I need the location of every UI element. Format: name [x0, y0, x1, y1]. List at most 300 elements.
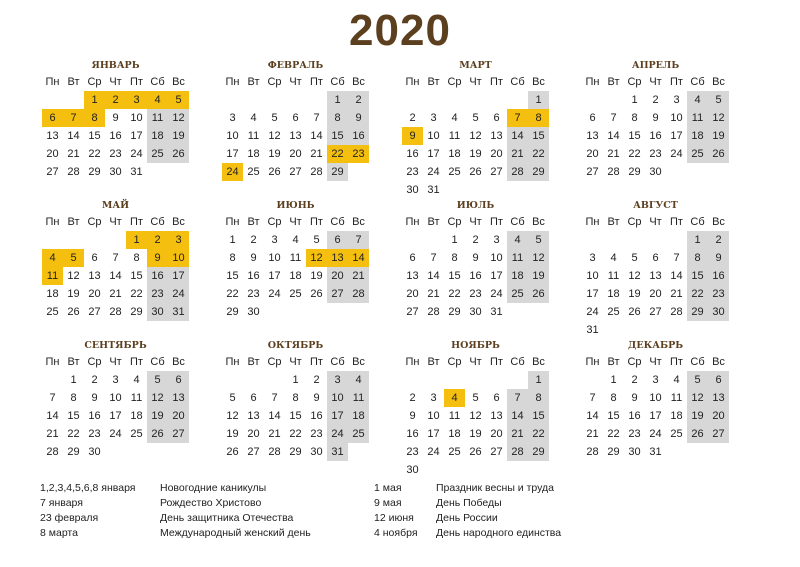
weekday-label: Пт [130, 356, 143, 368]
day-cell: 23 [406, 446, 419, 458]
day-cell: 4 [507, 231, 528, 249]
day-cell: 20 [88, 288, 101, 300]
day-cell: 18 [46, 288, 59, 300]
day-cell: 26 [687, 425, 708, 443]
weekday-label: Вс [352, 76, 365, 88]
weekday-label: Ср [267, 216, 282, 228]
day-cell: 14 [427, 270, 440, 282]
day-cell: 11 [247, 130, 260, 142]
day-cell: 19 [268, 148, 281, 160]
day-cell: 21 [507, 145, 528, 163]
day-cell: 30 [406, 184, 419, 196]
day-cell: 2 [409, 112, 416, 124]
day-cell: 7 [112, 252, 119, 264]
day-cell: 22 [628, 148, 641, 160]
note-name: Праздник весны и труда [436, 482, 554, 494]
weekday-label: Вс [712, 76, 725, 88]
day-cell: 14 [507, 127, 528, 145]
weekday-label: Вт [607, 216, 620, 228]
day-cell: 16 [147, 267, 168, 285]
day-cell: 9 [348, 109, 369, 127]
weekday-label: Вт [67, 76, 80, 88]
day-cell: 3 [327, 371, 348, 389]
weekday-label: Пн [405, 216, 420, 228]
day-cell: 18 [448, 428, 461, 440]
day-cell: 9 [472, 252, 479, 264]
weekday-label: Сб [690, 76, 705, 88]
day-cell: 7 [348, 231, 369, 249]
day-cell: 10 [268, 252, 281, 264]
weekday-label: Пт [310, 356, 323, 368]
day-cell: 24 [670, 148, 683, 160]
day-cell: 25 [130, 428, 143, 440]
day-cell: 31 [586, 324, 599, 336]
weekday-label: Вс [532, 216, 545, 228]
day-cell: 30 [469, 306, 482, 318]
day-cell: 29 [88, 166, 101, 178]
day-cell: 18 [247, 148, 260, 160]
day-cell: 24 [649, 428, 662, 440]
month-name: ФЕВРАЛЬ [267, 60, 324, 71]
note-name: Рождество Христово [160, 497, 262, 509]
note-name: День защитника Отечества [160, 512, 294, 524]
day-cell: 29 [67, 446, 80, 458]
day-cell: 18 [448, 148, 461, 160]
day-cell: 20 [247, 428, 260, 440]
weekday-label: Вт [247, 76, 260, 88]
day-cell: 22 [88, 148, 101, 160]
day-cell: 21 [607, 148, 620, 160]
weekday-label: Чт [649, 216, 662, 228]
month-name: НОЯБРЬ [451, 340, 500, 351]
day-cell: 1 [528, 371, 549, 389]
day-cell: 5 [271, 112, 278, 124]
day-cell: 27 [649, 306, 662, 318]
day-cell: 10 [586, 270, 599, 282]
day-cell: 23 [109, 148, 122, 160]
day-cell: 25 [46, 306, 59, 318]
day-cell: 19 [708, 127, 729, 145]
day-cell: 9 [112, 112, 119, 124]
day-cell: 29 [327, 163, 348, 181]
weekday-label: Пт [310, 216, 323, 228]
day-cell: 1 [229, 234, 236, 246]
day-cell: 13 [88, 270, 101, 282]
day-cell: 21 [268, 428, 281, 440]
day-cell: 27 [88, 306, 101, 318]
day-cell: 31 [168, 303, 189, 321]
day-cell: 13 [490, 130, 503, 142]
day-cell: 10 [670, 112, 683, 124]
day-cell: 15 [327, 127, 348, 145]
day-cell: 11 [147, 109, 168, 127]
day-cell: 5 [168, 91, 189, 109]
day-cell: 5 [313, 234, 320, 246]
day-cell: 15 [628, 130, 641, 142]
day-cell: 9 [313, 392, 320, 404]
day-cell: 12 [469, 410, 482, 422]
weekday-label: Пт [130, 76, 143, 88]
note-name: Международный женский день [160, 527, 311, 539]
day-cell: 18 [130, 410, 143, 422]
weekday-label: Пт [130, 216, 143, 228]
month-name: ИЮЛЬ [456, 200, 495, 211]
month-name: ЯНВАРЬ [91, 60, 140, 71]
month-name: ДЕКАБРЬ [627, 340, 684, 351]
day-cell: 12 [147, 389, 168, 407]
day-cell: 8 [528, 389, 549, 407]
day-cell: 10 [427, 410, 440, 422]
day-cell: 2 [472, 234, 479, 246]
day-cell: 13 [649, 270, 662, 282]
weekday-label: Чт [109, 356, 122, 368]
day-cell: 3 [430, 112, 437, 124]
day-cell: 11 [130, 392, 143, 404]
day-cell: 2 [91, 374, 98, 386]
day-cell: 17 [670, 130, 683, 142]
day-cell: 11 [289, 252, 302, 264]
note-date: 4 ноября [374, 527, 418, 539]
day-cell: 4 [292, 234, 299, 246]
day-cell: 20 [586, 148, 599, 160]
day-cell: 16 [348, 127, 369, 145]
day-cell: 26 [226, 446, 239, 458]
day-cell: 17 [427, 148, 440, 160]
day-cell: 28 [109, 306, 122, 318]
weekday-label: Сб [330, 356, 345, 368]
day-cell: 6 [168, 371, 189, 389]
day-cell: 24 [168, 285, 189, 303]
weekday-label: Чт [469, 356, 482, 368]
day-cell: 3 [126, 91, 147, 109]
day-cell: 25 [448, 446, 461, 458]
day-cell: 23 [147, 285, 168, 303]
day-cell: 8 [84, 109, 105, 127]
day-cell: 24 [327, 425, 348, 443]
day-cell: 16 [88, 410, 101, 422]
day-cell: 10 [427, 130, 440, 142]
weekday-label: Сб [330, 76, 345, 88]
weekday-label: Сб [150, 76, 165, 88]
day-cell: 12 [168, 109, 189, 127]
day-cell: 14 [607, 130, 620, 142]
day-cell: 10 [109, 392, 122, 404]
day-cell: 3 [112, 374, 119, 386]
day-cell: 22 [448, 288, 461, 300]
day-cell: 22 [67, 428, 80, 440]
day-cell: 16 [247, 270, 260, 282]
day-cell: 30 [628, 446, 641, 458]
day-cell: 16 [310, 410, 323, 422]
day-cell: 27 [406, 306, 419, 318]
day-cell: 1 [327, 91, 348, 109]
day-cell: 1 [292, 374, 299, 386]
day-cell: 13 [327, 249, 348, 267]
day-cell: 28 [310, 166, 323, 178]
weekday-label: Чт [469, 216, 482, 228]
day-cell: 31 [490, 306, 503, 318]
day-cell: 6 [493, 392, 500, 404]
day-cell: 25 [670, 428, 683, 440]
day-cell: 30 [147, 303, 168, 321]
day-cell: 10 [649, 392, 662, 404]
day-cell: 10 [168, 249, 189, 267]
day-cell: 12 [469, 130, 482, 142]
day-cell: 17 [586, 288, 599, 300]
weekday-label: Пн [405, 356, 420, 368]
day-cell: 15 [88, 130, 101, 142]
day-cell: 29 [226, 306, 239, 318]
day-cell: 29 [628, 166, 641, 178]
weekday-label: Чт [469, 76, 482, 88]
weekday-label: Ср [627, 356, 642, 368]
weekday-label: Вт [247, 216, 260, 228]
day-cell: 6 [708, 371, 729, 389]
note-name: Новогодние каникулы [160, 482, 267, 494]
day-cell: 10 [130, 112, 143, 124]
day-cell: 25 [448, 166, 461, 178]
day-cell: 30 [88, 446, 101, 458]
day-cell: 7 [507, 389, 528, 407]
day-cell: 20 [649, 288, 662, 300]
day-cell: 3 [271, 234, 278, 246]
day-cell: 7 [271, 392, 278, 404]
day-cell: 25 [289, 288, 302, 300]
day-cell: 8 [292, 392, 299, 404]
weekday-label: Пн [225, 76, 240, 88]
day-cell: 13 [490, 410, 503, 422]
day-cell: 8 [687, 249, 708, 267]
day-cell: 16 [469, 270, 482, 282]
day-cell: 24 [130, 148, 143, 160]
day-cell: 9 [708, 249, 729, 267]
day-cell: 4 [250, 112, 257, 124]
day-cell: 14 [586, 410, 599, 422]
day-cell: 5 [472, 112, 479, 124]
weekday-label: Пн [585, 216, 600, 228]
day-cell: 15 [448, 270, 461, 282]
day-cell: 21 [427, 288, 440, 300]
weekday-label: Ср [267, 356, 282, 368]
day-cell: 7 [49, 392, 56, 404]
weekday-label: Ср [87, 356, 102, 368]
day-cell: 7 [507, 109, 528, 127]
day-cell: 9 [250, 252, 257, 264]
day-cell: 8 [70, 392, 77, 404]
day-cell: 21 [109, 288, 122, 300]
weekday-label: Пн [225, 356, 240, 368]
day-cell: 3 [229, 112, 236, 124]
day-cell: 25 [607, 306, 620, 318]
day-cell: 2 [313, 374, 320, 386]
day-cell: 6 [42, 109, 63, 127]
day-cell: 27 [490, 166, 503, 178]
weekday-label: Чт [649, 76, 662, 88]
day-cell: 30 [649, 166, 662, 178]
day-cell: 26 [268, 166, 281, 178]
day-cell: 1 [610, 374, 617, 386]
weekday-label: Ср [87, 76, 102, 88]
day-cell: 15 [130, 270, 143, 282]
day-cell: 1 [631, 94, 638, 106]
weekday-label: Пн [405, 76, 420, 88]
day-cell: 23 [310, 428, 323, 440]
day-cell: 28 [348, 285, 369, 303]
day-cell: 18 [687, 127, 708, 145]
day-cell: 28 [507, 443, 528, 461]
weekday-label: Ср [87, 216, 102, 228]
day-cell: 8 [631, 112, 638, 124]
day-cell: 8 [610, 392, 617, 404]
day-cell: 3 [430, 392, 437, 404]
day-cell: 18 [289, 270, 302, 282]
day-cell: 27 [327, 285, 348, 303]
weekday-label: Вс [712, 216, 725, 228]
weekday-label: Сб [510, 216, 525, 228]
day-cell: 19 [168, 127, 189, 145]
day-cell: 6 [91, 252, 98, 264]
day-cell: 30 [247, 306, 260, 318]
day-cell: 2 [708, 231, 729, 249]
day-cell: 7 [673, 252, 680, 264]
day-cell: 26 [168, 145, 189, 163]
weekday-label: Вс [172, 216, 185, 228]
day-cell: 16 [649, 130, 662, 142]
day-cell: 17 [427, 428, 440, 440]
day-cell: 8 [327, 109, 348, 127]
day-cell: 8 [133, 252, 140, 264]
day-cell: 20 [490, 428, 503, 440]
day-cell: 14 [268, 410, 281, 422]
day-cell: 29 [528, 443, 549, 461]
weekday-label: Вс [352, 216, 365, 228]
weekday-label: Чт [109, 216, 122, 228]
weekday-label: Ср [627, 76, 642, 88]
month-name: МАРТ [459, 60, 492, 71]
day-cell: 9 [402, 127, 423, 145]
day-cell: 5 [631, 252, 638, 264]
day-cell: 22 [226, 288, 239, 300]
day-cell: 11 [42, 267, 63, 285]
day-cell: 11 [448, 410, 461, 422]
day-cell: 12 [268, 130, 281, 142]
day-cell: 3 [168, 231, 189, 249]
day-cell: 22 [130, 288, 143, 300]
day-cell: 18 [348, 407, 369, 425]
weekday-label: Вс [532, 76, 545, 88]
day-cell: 9 [652, 112, 659, 124]
note-name: День России [436, 512, 498, 524]
day-cell: 19 [528, 267, 549, 285]
day-cell: 20 [289, 148, 302, 160]
day-cell: 26 [628, 306, 641, 318]
day-cell: 24 [586, 306, 599, 318]
day-cell: 6 [493, 112, 500, 124]
day-cell: 2 [409, 392, 416, 404]
day-cell: 31 [649, 446, 662, 458]
day-cell: 24 [222, 163, 243, 181]
day-cell: 10 [490, 252, 503, 264]
day-cell: 10 [327, 389, 348, 407]
day-cell: 26 [310, 288, 323, 300]
day-cell: 19 [310, 270, 323, 282]
day-cell: 19 [226, 428, 239, 440]
day-cell: 21 [46, 428, 59, 440]
day-cell: 15 [67, 410, 80, 422]
weekday-label: Сб [150, 356, 165, 368]
day-cell: 28 [67, 166, 80, 178]
day-cell: 13 [586, 130, 599, 142]
day-cell: 2 [631, 374, 638, 386]
day-cell: 24 [109, 428, 122, 440]
day-cell: 13 [406, 270, 419, 282]
day-cell: 11 [670, 392, 683, 404]
weekday-label: Вт [607, 356, 620, 368]
day-cell: 1 [126, 231, 147, 249]
weekday-label: Сб [510, 356, 525, 368]
day-cell: 6 [250, 392, 257, 404]
weekday-label: Сб [150, 216, 165, 228]
weekday-label: Вт [607, 76, 620, 88]
day-cell: 21 [507, 425, 528, 443]
day-cell: 6 [292, 112, 299, 124]
note-date: 23 февраля [40, 512, 99, 524]
weekday-label: Сб [690, 216, 705, 228]
day-cell: 12 [687, 389, 708, 407]
day-cell: 12 [528, 249, 549, 267]
day-cell: 30 [109, 166, 122, 178]
day-cell: 16 [406, 428, 419, 440]
note-date: 8 марта [40, 527, 78, 539]
day-cell: 15 [607, 410, 620, 422]
weekday-label: Пн [45, 216, 60, 228]
weekday-label: Ср [447, 76, 462, 88]
month-name: АВГУСТ [633, 200, 678, 211]
weekday-label: Пн [585, 76, 600, 88]
note-date: 12 июня [374, 512, 414, 524]
weekday-label: Вт [427, 356, 440, 368]
day-cell: 22 [528, 425, 549, 443]
note-date: 1,2,3,4,5,6,8 января [40, 482, 136, 494]
day-cell: 19 [628, 288, 641, 300]
day-cell: 21 [67, 148, 80, 160]
day-cell: 8 [451, 252, 458, 264]
day-cell: 17 [168, 267, 189, 285]
day-cell: 20 [490, 148, 503, 160]
day-cell: 18 [507, 267, 528, 285]
weekday-label: Чт [289, 356, 302, 368]
day-cell: 11 [687, 109, 708, 127]
day-cell: 6 [589, 112, 596, 124]
day-cell: 28 [586, 446, 599, 458]
day-cell: 28 [607, 166, 620, 178]
day-cell: 31 [327, 443, 348, 461]
day-cell: 26 [469, 166, 482, 178]
day-cell: 10 [226, 130, 239, 142]
month-name: СЕНТЯБРЬ [84, 340, 147, 351]
day-cell: 28 [507, 163, 528, 181]
day-cell: 7 [430, 252, 437, 264]
weekday-label: Пн [45, 356, 60, 368]
month-name: ОКТЯБРЬ [267, 340, 324, 351]
day-cell: 4 [444, 389, 465, 407]
day-cell: 22 [528, 145, 549, 163]
day-cell: 23 [88, 428, 101, 440]
day-cell: 27 [289, 166, 302, 178]
day-cell: 28 [427, 306, 440, 318]
day-cell: 25 [348, 425, 369, 443]
weekday-label: Вс [532, 356, 545, 368]
